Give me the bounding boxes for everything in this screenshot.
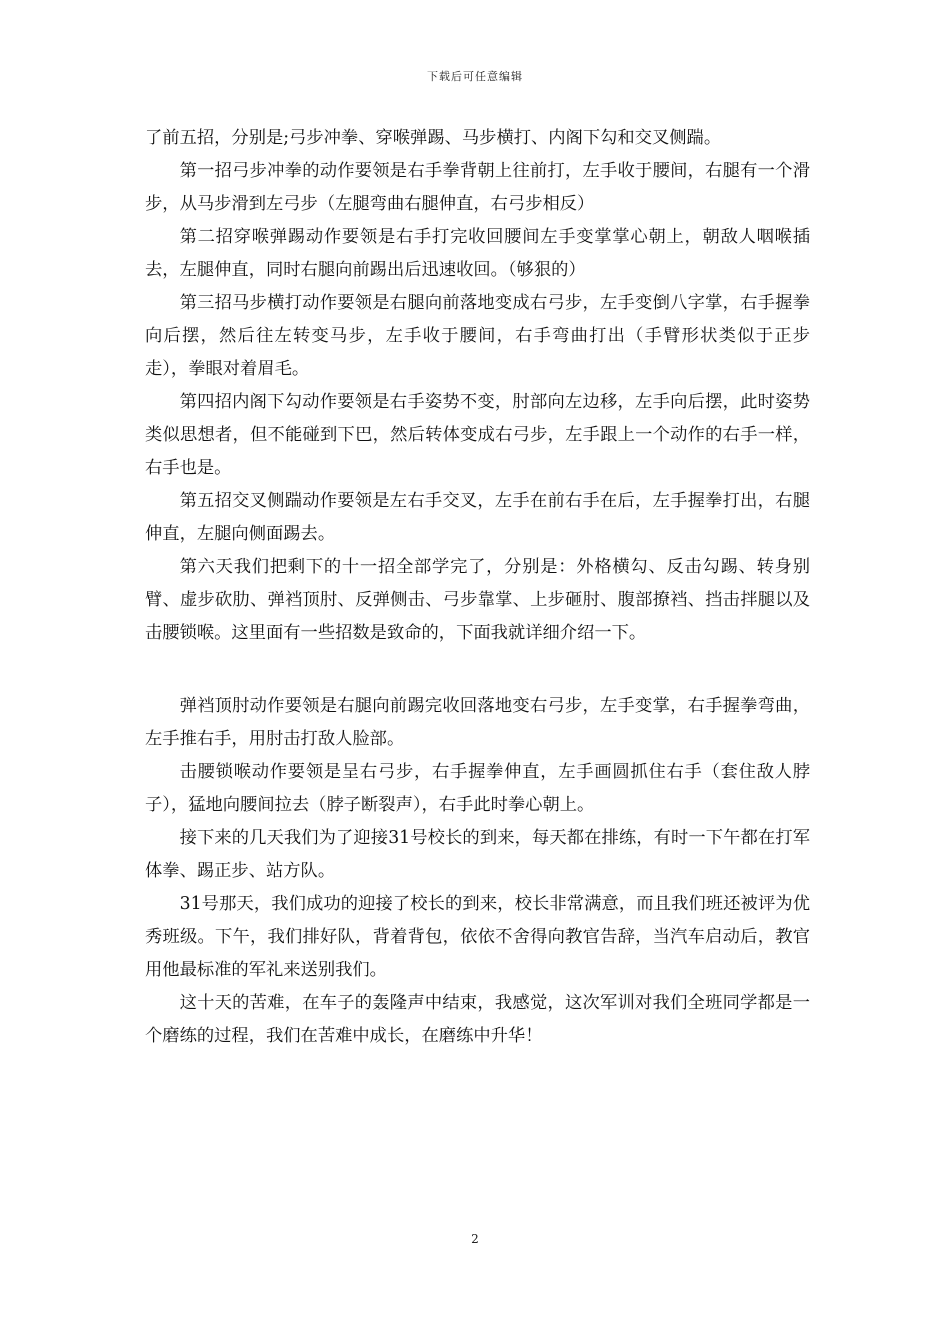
paragraph-move-1: 第一招弓步冲拳的动作要领是右手拳背朝上往前打，左手收于腰间，右腿有一个滑步，从马步滑到左弓步（左腿弯曲右腿伸直，右弓步相反） [145,161,810,214]
paragraph-principal-visit: 31号那天，我们成功的迎接了校长的到来，校长非常满意，而且我们班还被评为优秀班级。下午，我们排好队，背着背包，依依不舍得向教官告辞，当汽车启动后，教官用他最标准的军礼来送别我们。 [145,894,810,980]
paragraph-move-5: 第五招交叉侧踹动作要领是左右手交叉，左手在前右手在后，左手握拳打出，右腿伸直，左腿向侧面踢去。 [145,491,810,544]
document-body [145,122,810,1053]
paragraph-rehearsal: 接下来的几天我们为了迎接31号校长的到来，每天都在排练，有时一下午都在打军体拳、踢正步、站方队。 [145,828,810,881]
paragraph-conclusion: 这十天的苦难，在车子的轰隆声中结束，我感觉，这次军训对我们全班同学都是一个磨练的过程，我们在苦难中成长，在磨练中升华！ [145,993,810,1046]
page-header: 下载后可任意编辑 [427,70,523,83]
paragraph-day-six: 第六天我们把剩下的十一招全部学完了，分别是：外格横勾、反击勾踢、转身别臂、虚步砍肋、弹裆顶肘、反弹侧击、弓步靠掌、上步砸肘、腹部撩裆、挡击拌腿以及击腰锁喉。这里面有一些招数是致命的，下面我就详细介绍一下。 [145,557,810,643]
paragraph-move-2: 第二招穿喉弹踢动作要领是右手打完收回腰间左手变掌掌心朝上，朝敌人咽喉插去，左腿伸直，同时右腿向前踢出后迅速收回。（够狠的） [145,227,810,280]
paragraph-move-4: 第四招内阁下勾动作要领是右手姿势不变，肘部向左边移，左手向后摆，此时姿势类似思想者，但不能碰到下巴，然后转体变成右弓步，左手跟上一个动作的右手一样，右手也是。 [145,392,810,478]
paragraph-elbow-strike: 弹裆顶肘动作要领是右腿向前踢完收回落地变右弓步，左手变掌，右手握拳弯曲，左手推右手，用肘击打敌人脸部。 [145,696,810,749]
paragraph-throat-lock: 击腰锁喉动作要领是呈右弓步，右手握拳伸直，左手画圆抓住右手（套住敌人脖子），猛地向腰间拉去（脖子断裂声），右手此时拳心朝上。 [145,762,810,815]
blank-line [145,650,810,690]
page-number: 2 [471,1232,479,1246]
paragraph-move-3: 第三招马步横打动作要领是右腿向前落地变成右弓步，左手变倒八字掌，右手握拳向后摆，然后往左转变马步，左手收于腰间，右手弯曲打出（手臂形状类似于正步走），拳眼对着眉毛。 [145,293,810,379]
paragraph-continuation: 了前五招，分别是;弓步冲拳、穿喉弹踢、马步横打、内阁下勾和交叉侧踹。 [145,128,722,148]
